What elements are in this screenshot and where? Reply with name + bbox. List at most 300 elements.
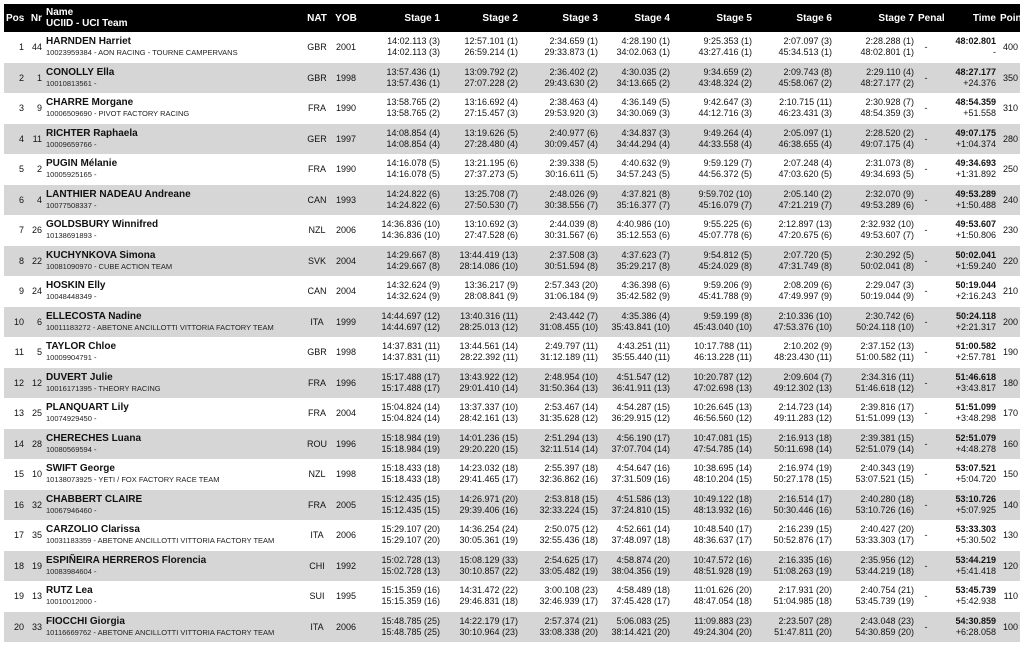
stage-time: 2:29.047 (3): [865, 280, 914, 291]
stage-time: 10:47.572 (16): [693, 554, 752, 565]
cell-nr: 9: [36, 103, 42, 114]
cell-stage2: [442, 581, 520, 612]
stage-cumulative: 15:17.488 (17): [381, 382, 440, 393]
stage-cumulative: 31:12.189 (11): [540, 352, 598, 363]
stage-time: 4:37.623 (7): [621, 249, 670, 260]
cell-stage3: [520, 93, 600, 124]
stage-time: 13:25.708 (7): [464, 188, 518, 199]
time-gap: +3:43.817: [955, 382, 996, 393]
total-time: 54:30.859: [955, 615, 996, 626]
stage-cumulative: 15:02.728 (13): [381, 565, 440, 576]
cell-stage5: [672, 581, 754, 612]
stage-time: 2:48.954 (10): [544, 371, 598, 382]
stage-cumulative: 27:15.457 (3): [464, 108, 518, 119]
table-row: [4, 398, 1020, 429]
stage-time: 2:53.818 (15): [544, 493, 598, 504]
stage-time: 15:02.728 (13): [381, 554, 440, 565]
cell-yob: 1998: [335, 469, 357, 480]
cell-stage7: [834, 185, 916, 216]
cell-rider: [44, 276, 302, 307]
stage-time: 13:19.626 (5): [464, 127, 518, 138]
cell-yob: 1992: [335, 560, 357, 571]
stage-time: 9:59.702 (10): [698, 188, 752, 199]
cell-time: [936, 276, 998, 307]
cell-time: [936, 429, 998, 460]
stage-cumulative: 14:32.624 (9): [386, 291, 440, 302]
cell-rider: [44, 215, 302, 246]
cell-stage1: [360, 490, 442, 521]
stage-time: 2:39.816 (17): [860, 402, 914, 413]
cell-stage5: [672, 612, 754, 643]
stage-time: 4:52.661 (14): [616, 524, 670, 535]
cell-stage2: [442, 215, 520, 246]
cell-stage4: [600, 93, 672, 124]
stage-time: 10:26.645 (13): [693, 402, 752, 413]
rider-uci-team: 10031183359 - ABETONE ANCILLOTTI VITTORIA FACTORY TEAM: [46, 536, 275, 546]
stage-cumulative: 54:30.859 (20): [855, 626, 914, 637]
stage-cumulative: 14:02.113 (3): [387, 47, 440, 58]
stage-time: 2:28.288 (1): [865, 36, 914, 47]
cell-pos: 4: [18, 133, 24, 144]
cell-stage3: [520, 215, 600, 246]
stage-cumulative: 29:33.873 (1): [544, 47, 598, 58]
cell-stage1: [360, 459, 442, 490]
cell-rider: [44, 429, 302, 460]
time-gap: +1:50.806: [955, 230, 996, 241]
stage-cumulative: 34:30.069 (3): [616, 108, 670, 119]
stage-cumulative: 31:06.184 (9): [544, 291, 598, 302]
stage-time: 2:07.097 (3): [783, 36, 832, 47]
stage-cumulative: 34:13.665 (2): [616, 77, 670, 88]
cell-nr: 19: [31, 560, 42, 571]
stage-time: 15:18.984 (19): [381, 432, 440, 443]
header-stage2: Stage 2: [482, 12, 518, 24]
cell-stage6: [754, 551, 834, 582]
cell-nat: CAN: [307, 286, 327, 297]
cell-points: 200: [1002, 316, 1018, 327]
stage-cumulative: 47:20.675 (6): [778, 230, 832, 241]
cell-rider: [44, 398, 302, 429]
cell-stage4: [600, 490, 672, 521]
cell-penal: -: [924, 42, 928, 53]
cell-stage2: [442, 368, 520, 399]
cell-stage5: [672, 307, 754, 338]
header-penal: Penal: [918, 12, 945, 24]
total-time: 50:19.044: [955, 280, 996, 291]
cell-yob: 2004: [335, 286, 357, 297]
cell-pos: 8: [18, 255, 24, 266]
stage-cumulative: 35:42.582 (9): [616, 291, 670, 302]
cell-nr: 5: [36, 347, 42, 358]
cell-stage6: [754, 490, 834, 521]
stage-time: 2:07.248 (4): [783, 158, 832, 169]
rider-name: ELLECOSTA Nadine: [46, 310, 142, 322]
table-row: [4, 612, 1020, 643]
stage-time: 2:40.280 (18): [860, 493, 914, 504]
stage-time: 2:36.402 (2): [549, 66, 598, 77]
table-row: [4, 63, 1020, 94]
cell-stage1: [360, 612, 442, 643]
cell-rider: [44, 520, 302, 551]
cell-stage7: [834, 124, 916, 155]
total-time: 50:24.118: [955, 310, 996, 321]
rider-name: PLANQUART Lily: [46, 402, 129, 414]
total-time: 50:02.041: [955, 249, 996, 260]
cell-stage4: [600, 337, 672, 368]
stage-time: 2:32.070 (9): [865, 188, 914, 199]
stage-cumulative: 15:04.824 (14): [381, 413, 440, 424]
rider-uci-team: 10023959384 - AON RACING - TOURNE CAMPERVANS: [46, 48, 238, 58]
cell-penal: -: [924, 133, 928, 144]
table-row: [4, 154, 1020, 185]
cell-stage1: [360, 124, 442, 155]
cell-stage6: [754, 429, 834, 460]
rider-name: CARZOLIO Clarissa: [46, 524, 140, 536]
rider-uci-team: 10009659766 -: [46, 139, 97, 149]
stage-cumulative: 15:48.785 (25): [381, 626, 440, 637]
stage-cumulative: 49:12.302 (13): [773, 382, 832, 393]
stage-time: 14:22.179 (17): [459, 615, 518, 626]
stage-time: 15:04.824 (14): [381, 402, 440, 413]
stage-cumulative: 14:24.822 (6): [386, 199, 440, 210]
cell-stage7: [834, 307, 916, 338]
stage-time: 13:09.792 (2): [464, 66, 518, 77]
cell-stage7: [834, 612, 916, 643]
cell-stage2: [442, 459, 520, 490]
cell-nat: GER: [307, 133, 327, 144]
cell-rider: [44, 154, 302, 185]
cell-nr: 25: [31, 408, 42, 419]
cell-stage1: [360, 337, 442, 368]
stage-time: 2:28.520 (2): [865, 127, 914, 138]
cell-nr: 24: [31, 286, 42, 297]
table-row: [4, 551, 1020, 582]
cell-stage3: [520, 185, 600, 216]
stage-time: 15:18.433 (18): [381, 463, 440, 474]
stage-time: 2:50.075 (12): [544, 524, 598, 535]
header-stage5: Stage 5: [716, 12, 752, 24]
cell-stage4: [600, 551, 672, 582]
stage-cumulative: 37:48.097 (18): [611, 535, 670, 546]
stage-cumulative: 29:01.410 (14): [459, 382, 518, 393]
cell-penal: -: [924, 164, 928, 175]
cell-penal: -: [924, 286, 928, 297]
stage-time: 2:30.742 (6): [865, 310, 914, 321]
cell-stage5: [672, 520, 754, 551]
cell-pos: 9: [18, 286, 24, 297]
stage-cumulative: 13:58.765 (2): [386, 108, 440, 119]
header-stage3: Stage 3: [562, 12, 598, 24]
cell-yob: 1998: [335, 347, 357, 358]
stage-time: 13:16.692 (4): [464, 97, 518, 108]
cell-penal: -: [924, 225, 928, 236]
stage-cumulative: 35:43.841 (10): [611, 321, 670, 332]
stage-time: 14:23.032 (18): [459, 463, 518, 474]
cell-nat: ROU: [307, 438, 327, 449]
cell-stage2: [442, 154, 520, 185]
stage-time: 2:43.442 (7): [549, 310, 598, 321]
table-row: [4, 215, 1020, 246]
total-time: 53:07.521: [955, 463, 996, 474]
stage-cumulative: 30:16.611 (5): [545, 169, 598, 180]
rider-name: RUTZ Lea: [46, 585, 93, 597]
stage-cumulative: 30:05.361 (19): [459, 535, 518, 546]
stage-cumulative: 14:08.854 (4): [386, 138, 440, 149]
cell-time: [936, 459, 998, 490]
cell-stage5: [672, 246, 754, 277]
time-gap: +4:48.278: [955, 443, 996, 454]
cell-nat: GBR: [307, 42, 327, 53]
cell-nr: 10: [31, 469, 42, 480]
rider-name: SWIFT George: [46, 463, 115, 475]
table-row: [4, 93, 1020, 124]
cell-yob: 2004: [335, 408, 357, 419]
stage-cumulative: 49:53.607 (7): [860, 230, 914, 241]
cell-stage6: [754, 32, 834, 63]
cell-nat: GBR: [307, 72, 327, 83]
stage-cumulative: 38:04.356 (19): [611, 565, 670, 576]
cell-rider: [44, 368, 302, 399]
stage-time: 2:49.797 (11): [545, 341, 598, 352]
cell-stage3: [520, 307, 600, 338]
stage-cumulative: 50:19.044 (9): [860, 291, 914, 302]
stage-time: 2:40.977 (6): [549, 127, 598, 138]
total-time: 49:53.289: [955, 188, 996, 199]
header-stage4: Stage 4: [634, 12, 670, 24]
cell-stage4: [600, 368, 672, 399]
stage-cumulative: 49:34.693 (5): [860, 169, 914, 180]
header-points: Points: [1000, 12, 1031, 24]
stage-time: 2:05.140 (2): [783, 188, 832, 199]
cell-points: 190: [1002, 347, 1018, 358]
stage-time: 4:40.632 (9): [621, 158, 670, 169]
cell-stage1: [360, 307, 442, 338]
cell-stage1: [360, 581, 442, 612]
stage-cumulative: 30:38.556 (7): [544, 199, 598, 210]
cell-stage6: [754, 276, 834, 307]
stage-cumulative: 53:45.739 (19): [855, 596, 914, 607]
stage-time: 14:02.113 (3): [387, 36, 440, 47]
cell-nr: 22: [31, 255, 42, 266]
rider-name: PUGIN Mélanie: [46, 158, 118, 170]
stage-time: 15:15.359 (16): [381, 585, 440, 596]
cell-yob: 1990: [335, 103, 357, 114]
time-gap: +6:28.058: [955, 626, 996, 637]
cell-points: 350: [1002, 72, 1018, 83]
stage-time: 2:37.508 (3): [549, 249, 598, 260]
stage-cumulative: 28:42.161 (13): [459, 413, 518, 424]
stage-cumulative: 26:59.214 (1): [464, 47, 518, 58]
stage-cumulative: 45:16.079 (7): [698, 199, 752, 210]
rider-name: LANTHIER NADEAU Andreane: [46, 188, 191, 200]
stage-time: 9:55.225 (6): [703, 219, 752, 230]
cell-stage5: [672, 185, 754, 216]
cell-stage7: [834, 215, 916, 246]
rider-name: HARNDEN Harriet: [46, 36, 132, 48]
cell-penal: -: [924, 194, 928, 205]
cell-stage7: [834, 551, 916, 582]
stage-cumulative: 53:07.521 (15): [855, 474, 914, 485]
stage-cumulative: 43:48.324 (2): [698, 77, 752, 88]
cell-stage6: [754, 63, 834, 94]
stage-cumulative: 47:31.749 (8): [778, 260, 832, 271]
rider-uci-team: 10006509690 - PIVOT FACTORY RACING: [46, 109, 190, 119]
cell-stage5: [672, 368, 754, 399]
stage-time: 14:31.472 (22): [459, 585, 518, 596]
stage-time: 14:01.236 (15): [459, 432, 518, 443]
cell-stage7: [834, 276, 916, 307]
cell-stage6: [754, 337, 834, 368]
stage-time: 14:37.831 (11): [382, 341, 440, 352]
cell-nr: 13: [31, 591, 42, 602]
cell-nr: 26: [31, 225, 42, 236]
cell-time: [936, 124, 998, 155]
stage-time: 15:48.785 (25): [381, 615, 440, 626]
cell-stage7: [834, 429, 916, 460]
stage-cumulative: 51:46.618 (12): [855, 382, 914, 393]
stage-cumulative: 30:31.567 (6): [544, 230, 598, 241]
stage-cumulative: 15:29.107 (20): [381, 535, 440, 546]
stage-time: 2:53.467 (14): [544, 402, 598, 413]
stage-time: 13:58.765 (2): [386, 97, 440, 108]
cell-nat: ITA: [310, 621, 324, 632]
cell-time: [936, 185, 998, 216]
stage-cumulative: 50:30.446 (16): [773, 504, 832, 515]
stage-time: 2:34.659 (1): [549, 36, 598, 47]
cell-pos: 16: [13, 499, 24, 510]
stage-cumulative: 51:47.811 (20): [774, 626, 832, 637]
rider-name: CHARRE Morgane: [46, 97, 134, 109]
stage-time: 2:16.239 (15): [778, 524, 832, 535]
stage-time: 9:54.812 (5): [703, 249, 752, 260]
stage-time: 10:38.695 (14): [693, 463, 752, 474]
cell-stage7: [834, 246, 916, 277]
stage-time: 2:10.202 (9): [783, 341, 832, 352]
header-time: Time: [972, 12, 996, 24]
cell-nat: FRA: [308, 377, 326, 388]
cell-stage3: [520, 459, 600, 490]
cell-stage2: [442, 63, 520, 94]
stage-cumulative: 37:31.509 (16): [611, 474, 670, 485]
header-nr: Nr: [30, 12, 42, 24]
cell-nat: SVK: [307, 255, 326, 266]
stage-cumulative: 32:36.862 (16): [539, 474, 598, 485]
stage-time: 14:36.836 (10): [381, 219, 440, 230]
cell-stage4: [600, 276, 672, 307]
stage-cumulative: 28:14.086 (10): [459, 260, 518, 271]
time-gap: +5:30.502: [955, 535, 996, 546]
rider-name: GOLDSBURY Winnifred: [46, 219, 159, 231]
cell-stage7: [834, 490, 916, 521]
total-time: 52:51.079: [955, 432, 996, 443]
stage-time: 2:23.507 (28): [778, 615, 832, 626]
stage-cumulative: 13:57.436 (1): [386, 77, 440, 88]
stage-time: 14:16.078 (5): [386, 158, 440, 169]
stage-time: 2:10.715 (11): [779, 97, 832, 108]
header-name-line1: Name: [46, 7, 74, 18]
stage-time: 10:48.540 (17): [693, 524, 752, 535]
cell-stage1: [360, 215, 442, 246]
cell-stage1: [360, 398, 442, 429]
stage-cumulative: 45:34.513 (1): [778, 47, 832, 58]
time-gap: +51.558: [963, 108, 996, 119]
header-name: [44, 4, 302, 32]
stage-time: 13:44.561 (14): [459, 341, 518, 352]
stage-cumulative: 46:56.560 (12): [693, 413, 752, 424]
cell-stage3: [520, 337, 600, 368]
cell-penal: -: [924, 347, 928, 358]
cell-time: [936, 520, 998, 551]
cell-nat: CAN: [307, 194, 327, 205]
cell-stage3: [520, 429, 600, 460]
cell-nat: FRA: [308, 103, 326, 114]
stage-time: 4:51.586 (13): [616, 493, 670, 504]
header-stage7: Stage 7: [878, 12, 914, 24]
cell-yob: 2004: [335, 255, 357, 266]
stage-time: 2:35.956 (12): [860, 554, 914, 565]
cell-stage5: [672, 154, 754, 185]
cell-stage7: [834, 32, 916, 63]
stage-cumulative: 50:27.178 (15): [773, 474, 832, 485]
cell-pos: 2: [18, 72, 24, 83]
cell-stage5: [672, 124, 754, 155]
cell-stage1: [360, 154, 442, 185]
stage-time: 2:32.932 (10): [860, 219, 914, 230]
cell-time: [936, 93, 998, 124]
stage-time: 2:54.625 (17): [544, 554, 598, 565]
table-row: [4, 124, 1020, 155]
table-row: [4, 32, 1020, 63]
stage-cumulative: 27:37.273 (5): [464, 169, 518, 180]
stage-time: 4:43.251 (11): [617, 341, 670, 352]
cell-time: [936, 63, 998, 94]
stage-time: 2:16.335 (16): [778, 554, 832, 565]
cell-stage4: [600, 246, 672, 277]
stage-time: 4:54.647 (16): [616, 463, 670, 474]
cell-stage1: [360, 32, 442, 63]
cell-stage2: [442, 246, 520, 277]
cell-stage6: [754, 246, 834, 277]
cell-stage7: [834, 581, 916, 612]
cell-points: 120: [1002, 560, 1018, 571]
cell-pos: 18: [13, 560, 24, 571]
stage-time: 2:57.374 (21): [544, 615, 598, 626]
rider-name: FIOCCHI Giorgia: [46, 615, 125, 627]
cell-yob: 1998: [335, 72, 357, 83]
rider-name: CHABBERT CLAIRE: [46, 493, 143, 505]
rider-uci-team: 10009904791 -: [46, 353, 97, 363]
rider-name: DUVERT Julie: [46, 371, 113, 383]
cell-nat: ITA: [310, 316, 324, 327]
total-time: 49:53.607: [955, 219, 996, 230]
stage-cumulative: 46:23.431 (3): [778, 108, 832, 119]
total-time: 53:45.739: [955, 585, 996, 596]
cell-pos: 11: [14, 347, 24, 358]
cell-time: [936, 398, 998, 429]
cell-rider: [44, 32, 302, 63]
stage-cumulative: 35:12.553 (6): [616, 230, 670, 241]
cell-yob: 1995: [335, 591, 357, 602]
cell-stage2: [442, 612, 520, 643]
cell-points: 240: [1002, 194, 1018, 205]
stage-time: 2:55.397 (18): [544, 463, 598, 474]
cell-stage7: [834, 520, 916, 551]
stage-cumulative: 32:46.939 (17): [539, 596, 598, 607]
cell-nat: SUI: [309, 591, 325, 602]
rider-uci-team: 10005925165 -: [46, 170, 97, 180]
stage-cumulative: 29:39.406 (16): [459, 504, 518, 515]
stage-cumulative: 29:41.465 (17): [459, 474, 518, 485]
